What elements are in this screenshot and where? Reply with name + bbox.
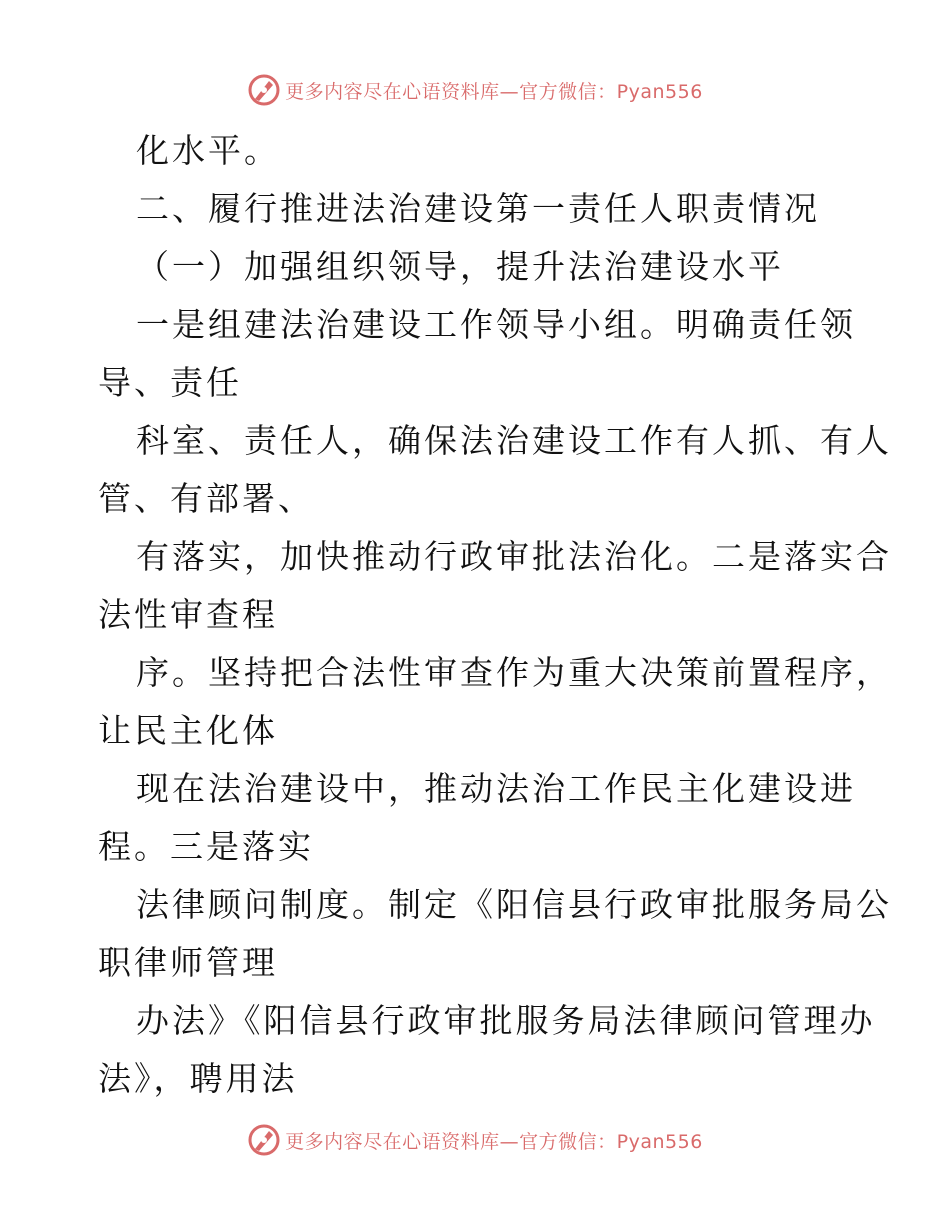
text-line: 管、有部署、	[98, 479, 314, 518]
text-line: 现在法治建设中，推动法治工作民主化建设进	[136, 769, 856, 808]
footer-watermark	[0, 1120, 950, 1160]
text-line: 有落实，加快推动行政审批法治化。二是落实合	[136, 537, 892, 576]
text-line: 序。坚持把合法性审查作为重大决策前置程序，	[136, 653, 892, 692]
text-line: 办法》《阳信县行政审批服务局法律顾问管理办	[136, 1001, 876, 1040]
text-line: 让民主化体	[98, 711, 278, 750]
text-line: 法》，聘用法	[98, 1059, 298, 1098]
text-line: 化水平。	[136, 131, 280, 170]
header-watermark	[0, 70, 950, 110]
quill-logo-icon	[247, 73, 281, 107]
document-body	[98, 122, 892, 1108]
section-heading: 二、履行推进法治建设第一责任人职责情况	[136, 189, 820, 228]
text-line: 一是组建法治建设工作领导小组。明确责任领	[136, 305, 856, 344]
text-line: 科室、责任人，确保法治建设工作有人抓、有人	[136, 421, 892, 460]
subsection-heading: （一）加强组织领导，提升法治建设水平	[136, 247, 784, 286]
quill-logo-icon	[247, 1123, 281, 1157]
watermark-text: 更多内容尽在心语资料库—官方微信：Pyan556	[285, 1130, 703, 1153]
text-line: 导、责任	[98, 363, 242, 402]
watermark-text: 更多内容尽在心语资料库—官方微信：Pyan556	[285, 80, 703, 103]
text-line: 职律师管理	[98, 943, 278, 982]
text-line: 法性审查程	[98, 595, 278, 634]
text-line: 程。三是落实	[98, 827, 314, 866]
text-line: 法律顾问制度。制定《阳信县行政审批服务局公	[136, 885, 892, 924]
